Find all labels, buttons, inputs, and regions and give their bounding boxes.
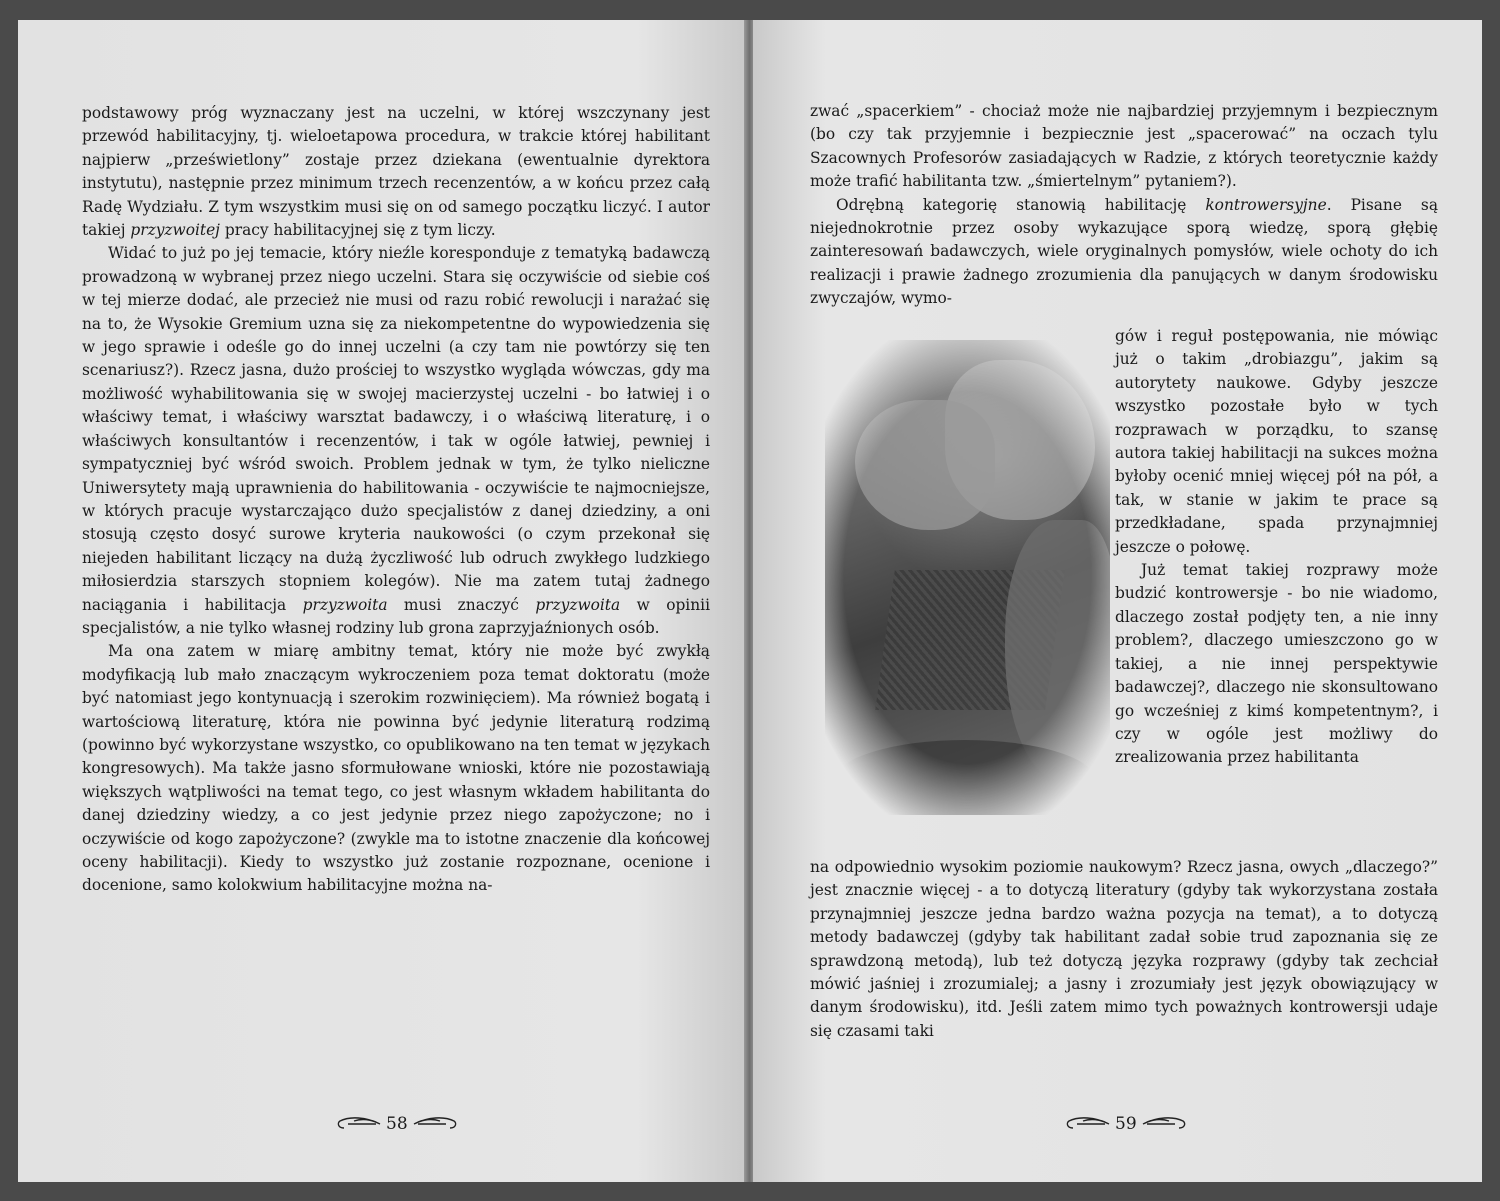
folio-ornament-right-icon — [1141, 1115, 1187, 1133]
left-page — [18, 20, 746, 1182]
right-page-text-top — [810, 100, 1438, 311]
book-spread — [18, 20, 1482, 1182]
folio-ornament-left-icon — [336, 1115, 382, 1133]
illustration-photo — [825, 340, 1110, 815]
left-page-text — [82, 102, 710, 898]
right-paragraph-1: zwać „spacerkiem” - chociaż może nie najbardziej przyjemnym i bezpiecznym (bo czy tak przyjemnie i bezpiecznie jest „spacerować” na oczach tylu Szacownych Profesorów zasiadających w Radzie, z których teoretycznie każdy może trafić habilitanta tzw. „śmiertelnym” pytaniem?). — [810, 102, 1438, 191]
right-paragraph-3: Już temat takiej rozprawy może budzić kontrowersje - bo nie wiadomo, dlaczego został podjęty ten, a nie inny problem?, dlaczego umieszczono go w takiej, a nie innej perspektywie badawczej?, dlaczego nie skonsultowano go wcześniej z kimś kompetentnym?, i czy w ogóle jest możliwy do zrealizowania przez habilitanta — [1115, 561, 1438, 767]
right-page-text-bottom — [810, 856, 1438, 1043]
right-paragraph-3-continued: na odpowiednio wysokim poziomie naukowym? Rzecz jasna, owych „dlaczego?” jest znacznie więcej - a to dotyczą literatury (gdyby tak wykorzystana została przynajmniej jeszcze jedna bardzo ważna pozycja na temat), a to dotyczą metody badawczej (gdyby tak habilitant zadał sobie trud zapoznania się ze sprawdzoną metodą), lub też dotyczą języka rozprawy (gdyby tak zechciał mówić jaśniej i zrozumialej; a jasny i zrozumiały jest język obowiązujący w danym środowisku), itd. Jeśli zatem mimo tych poważnych kontrowersji udaje się czasami taki — [810, 858, 1438, 1040]
page-number-left: 58 — [336, 1114, 458, 1134]
left-paragraph-3: Ma ona zatem w miarę ambitny temat, który nie może być zwykłą modyfikacją lub mało znaczącym wykroczeniem poza temat doktoratu (może być natomiast jego kontynuacją i szerokim rozwinięciem). Ma również bogatą i wartościową literaturę, która nie powinna być jedynie literaturą rodzimą (powinno być wykorzystane wszystko, co opublikowano na ten temat w językach kongresowych). Ma także jasno sformułowane wnioski, które nie pozostawiają większych wątpliwości na temat tego, co jest własnym wkładem habilitanta do danej dziedziny wiedzy, a co jest jedynie przez niego zapożyczone; no i oczywiście od kogo zapożyczone? (zwykle ma to istotne znaczenie dla końcowej oceny habilitacji). Kiedy to wszystko już zostanie rozpoznane, ocenione i docenione, samo kolokwium habilitacyjne można na- — [82, 642, 710, 895]
right-paragraph-2-continued: gów i reguł postępowania, nie mówiąc już o takim „drobiazgu”, jakim są autorytety naukowe. Gdyby jeszcze wszystko pozostałe było w tych rozprawach w porządku, to szansę autora takiej habilitacji na sukces można byłoby ocenić mniej więcej pół na pół, a tak, w stanie w jakim te prace są przedkładane, spada przynajmniej jeszcze o połowę. — [1115, 327, 1438, 556]
right-page — [753, 20, 1482, 1182]
left-paragraph-2: Widać to już po jej temacie, który nieźle koresponduje z tematyką badawczą prowadzoną w wybranej przez niego uczelni. Stara się oczywiście od siebie coś w tej mierze dodać, ale przecież nie musi od razu robić rewolucji i narażać się na to, że Wysokie Gremium uzna się za niekompetentne do wypowiedzenia się w jego sprawie i odeśle go do innej uczelni (a czy tam nie powtórzy się ten scenariusz?). Rzecz jasna, dużo prościej to wszystko wygląda wówczas, gdy ma możliwość wyhabilitowania się w swojej macierzystej uczelni - bo łatwiej i o właściwy temat, i właściwy warsztat badawczy, i o właściwą literaturę, i o właściwych konsultantów i recenzentów, i tak w ogóle łatwiej, pewniej i sympatyczniej być wśród swoich. Problem jednak w tym, że tylko nieliczne Uniwersytety mają uprawnienia do habilitowania - oczywiście te najmocniejsze, w których pracuje wystarczająco dużo specjalistów z danej dziedziny, a oni stosują często dosyć surowe kryteria naukowości (o czym przekonał się niejeden habilitant liczący na dużą życzliwość lub odruch zwykłego ludzkiego miłosierdzia starszych stopniem kolegów). Nie ma zatem tutaj żadnego naciągania i habilitacja przyzwoita musi znaczyć przyzwoita w opinii specjalistów, a nie tylko własnej rodziny lub grona zaprzyjaźnionych osób. — [82, 244, 710, 637]
folio-ornament-right-icon — [412, 1115, 458, 1133]
folio-ornament-left-icon — [1065, 1115, 1111, 1133]
right-paragraph-2: Odrębną kategorię stanowią habilitację kontrowersyjne. Pisane są niejednokrotnie przez osoby wykazujące sporą wiedzę, sporą głębię zainteresowań badawczych, wiele oryginalnych pomysłów, wiele ochoty do ich realizacji i prawie żadnego zrozumienia dla panujących w danym środowisku zwyczajów, wymo- — [810, 195, 1438, 308]
right-page-wrap-column — [1115, 325, 1438, 770]
page-number-right: 59 — [1065, 1114, 1187, 1134]
left-paragraph-1: podstawowy próg wyznaczany jest na uczelni, w której wszczynany jest przewód habilitacyjny, tj. wieloetapowa procedura, w trakcie której habilitant najpierw „prześwietlony” zostaje przez dziekana (ewentualnie dyrektora instytutu), następnie przez minimum trzech recenzentów, a w końcu przez całą Radę Wydziału. Z tym wszystkim musi się on od samego początku liczyć. I autor takiej przyzwoitej pracy habilitacyjnej się z tym liczy. — [82, 104, 710, 240]
